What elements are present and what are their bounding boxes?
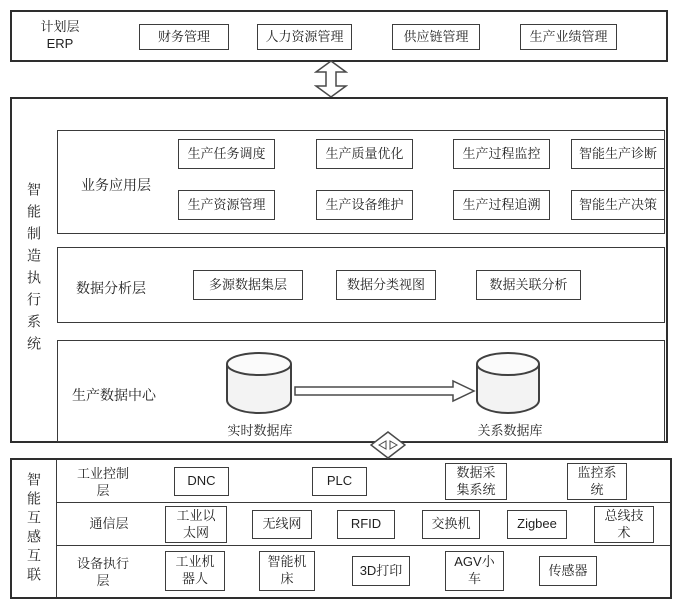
production-data-center-box <box>57 340 665 442</box>
module-box: 传感器 <box>539 556 597 586</box>
module-box: DNC <box>174 467 229 496</box>
planning-layer-label <box>24 19 96 53</box>
module-box: 智能生产诊断 <box>571 139 665 169</box>
industrial-control-layer-label: 工业控制层 <box>76 466 129 498</box>
module-box: 生产过程追溯 <box>453 190 550 220</box>
planning-layer-box <box>10 10 668 62</box>
module-box: PLC <box>312 467 367 496</box>
module-box: 财务管理 <box>139 24 229 50</box>
equipment-execution-layer-label: 设备执行层 <box>76 556 129 588</box>
module-box: 多源数据集层 <box>193 270 303 300</box>
iot-side-label <box>12 460 57 597</box>
module-box: 智能生产决策 <box>571 190 665 220</box>
module-box: 数据采集系统 <box>445 463 507 500</box>
module-box: 供应链管理 <box>392 24 480 50</box>
mes-side-label-text: 智能制造执行系统 <box>26 182 42 358</box>
diamond-connector-icon <box>370 431 406 459</box>
up-down-arrow-icon <box>314 60 348 98</box>
module-box: 生产业绩管理 <box>520 24 617 50</box>
module-box: 生产任务调度 <box>178 139 275 169</box>
module-box: 生产质量优化 <box>316 139 413 169</box>
relational-database-label: 关系数据库 <box>477 423 543 438</box>
module-box: 工业机器人 <box>165 551 225 591</box>
module-box: 工业以太网 <box>165 506 227 543</box>
communication-layer-row <box>57 503 670 546</box>
industrial-control-layer-row <box>57 460 670 503</box>
mes-section-box <box>10 97 668 443</box>
production-data-center-label: 生产数据中心 <box>72 387 156 403</box>
module-box: 3D打印 <box>352 556 410 586</box>
module-box: 数据关联分析 <box>476 270 581 300</box>
module-box: 生产资源管理 <box>178 190 275 220</box>
data-analysis-layer-box <box>57 247 665 323</box>
right-arrow-icon <box>294 379 476 403</box>
data-analysis-layer-label: 数据分析层 <box>76 280 146 296</box>
business-application-layer-box <box>57 130 665 234</box>
module-box: RFID <box>337 510 395 539</box>
database-cylinder-icon <box>225 351 293 415</box>
module-box: AGV小车 <box>445 551 504 591</box>
module-box: 生产过程监控 <box>453 139 550 169</box>
iot-side-label-text: 智能互感互联 <box>26 471 42 586</box>
module-box: Zigbee <box>507 510 567 539</box>
iot-section-box <box>10 458 672 599</box>
planning-layer-label-line2: ERP <box>46 35 74 51</box>
module-box: 数据分类视图 <box>336 270 436 300</box>
planning-layer-label-line1: 计划层 <box>40 19 80 34</box>
module-box: 交换机 <box>422 510 480 539</box>
communication-layer-label: 通信层 <box>89 516 129 531</box>
module-box: 生产设备维护 <box>316 190 413 220</box>
business-application-layer-label: 业务应用层 <box>81 177 151 193</box>
database-cylinder-icon <box>475 351 541 415</box>
module-box: 人力资源管理 <box>257 24 352 50</box>
equipment-execution-layer-row <box>57 546 670 597</box>
module-box: 无线网 <box>252 510 312 539</box>
realtime-database-label: 实时数据库 <box>227 423 293 438</box>
module-box: 智能机床 <box>259 551 315 591</box>
module-box: 总线技术 <box>594 506 654 543</box>
mes-side-label <box>12 99 56 441</box>
module-box: 监控系统 <box>567 463 627 500</box>
